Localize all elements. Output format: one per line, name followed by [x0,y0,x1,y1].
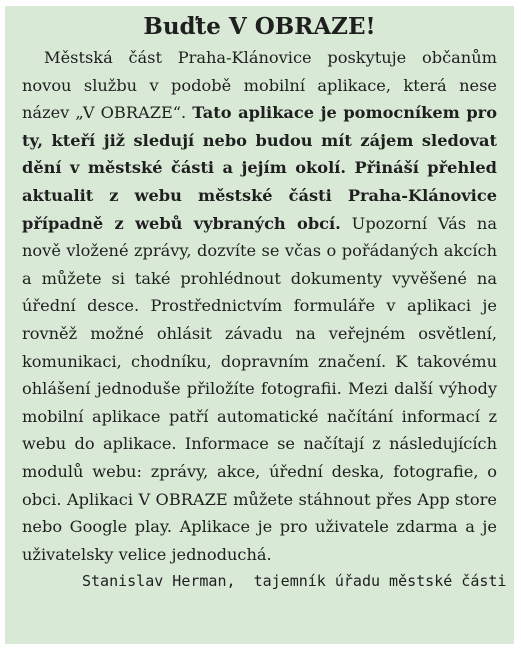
article-title: Buďte V OBRAZE! [143,13,376,40]
article-bold-text: Tato aplikace je pomocníkem pro ty, kteří již sledují nebo budou mít zájem sledovat dění v městské části a jejím okolí. Přináší přehled aktualit z webu městské části Praha-Klánovice případně z webů vybraných obcí. [22,103,497,233]
article-details-text: Upozorní Vás na nově vložené zprávy, dozvíte se včas o pořádaných akcích a můžete si také prohlédnout dokumenty vyvěšené na úřední desce. Prostřednictvím formuláře v aplikaci je rovněž možné ohlásit závadu na veřejném osvětlení, komunikaci, chodníku, dopravním značení. K takovému ohlášení jednoduše přiložíte fotografii. Mezi další výhody mobilní aplikace patří automatické načítání informací z webu do aplikace. Informace se načítají z následujících modulů webu: zprávy, akce, úřední deska, fotografie, o obci. Aplikaci V OBRAZE můžete stáhnout přes App store nebo Google play. Aplikace je pro uživatele zdarma a je uživatelsky velice jednoduchá. [22,213,497,564]
article-box [5,6,514,644]
article-intro-text: Městská část Praha-Klánovice poskytuje občanům novou službu v podobě mobilní aplikace, která nese název „V OBRAZE“. [22,48,497,123]
article-signature: Stanislav Herman, tajemník úřadu městské části [82,572,507,591]
article-body [22,44,497,568]
